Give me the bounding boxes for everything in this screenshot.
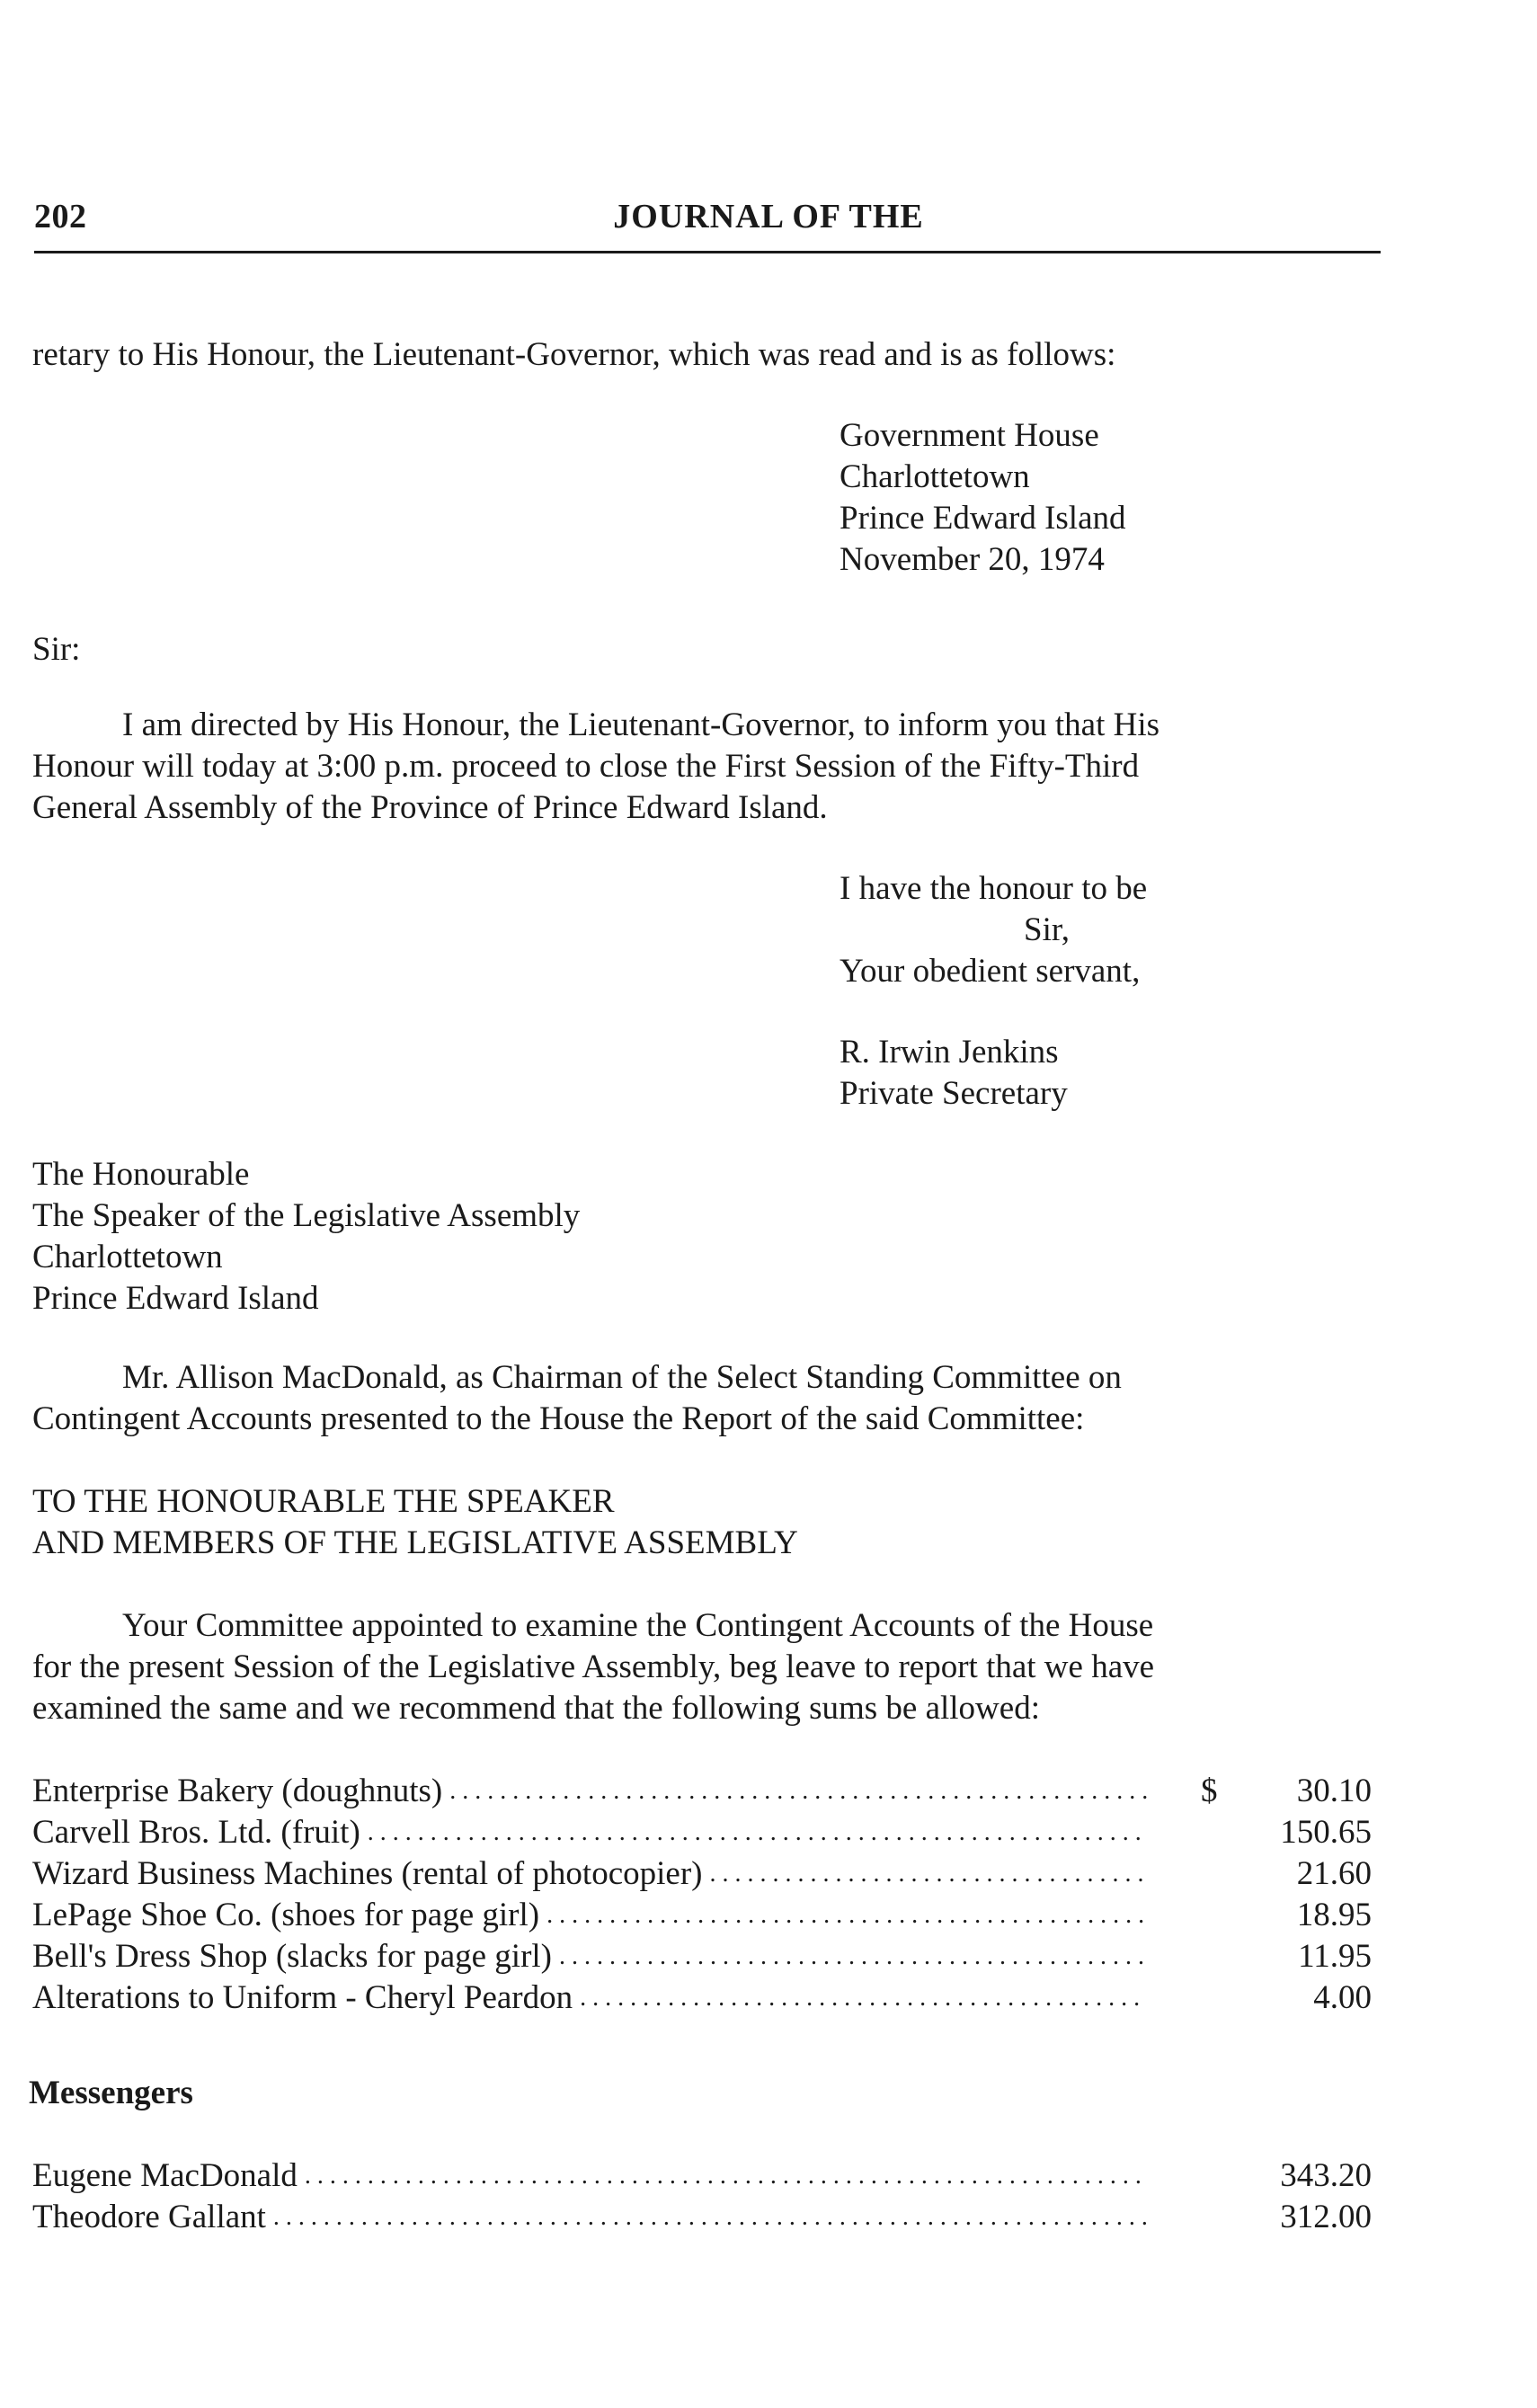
letter-date: November 20, 1974: [840, 541, 1105, 578]
header-rule: [34, 251, 1381, 253]
currency-symbol: $: [1201, 1773, 1218, 1809]
recipient-line: The Speaker of the Legislative Assembly: [32, 1197, 581, 1234]
address-line: Prince Edward Island: [840, 500, 1126, 537]
letter-body-line: General Assembly of the Province of Prince Edward Island.: [32, 789, 828, 826]
signatory-title: Private Secretary: [840, 1075, 1068, 1112]
account-label: Carvell Bros. Ltd. (fruit): [32, 1814, 360, 1851]
report-body-line: for the present Session of the Legislative Assembly, beg leave to report that we have: [32, 1648, 1155, 1685]
letter-closing: [840, 868, 1147, 992]
account-label: Bell's Dress Shop (slacks for page girl): [32, 1938, 552, 1975]
dot-leader: [442, 1771, 1147, 1812]
closing-line: I have the honour to be: [840, 870, 1148, 907]
account-amount: 4.00: [1313, 1979, 1372, 2016]
report-body-line: examined the same and we recommend that the following sums be allowed:: [32, 1690, 1040, 1727]
recipient-line: The Honourable: [32, 1156, 250, 1193]
signatory-name: R. Irwin Jenkins: [840, 1034, 1059, 1071]
account-amount: 11.95: [1298, 1938, 1372, 1975]
letter-body: [32, 705, 1381, 829]
messengers-heading: Messengers: [29, 2075, 193, 2111]
messenger-name: Eugene MacDonald: [32, 2157, 298, 2194]
messenger-amount: 343.20: [1280, 2157, 1372, 2194]
account-label: Wizard Business Machines (rental of photocopier): [32, 1855, 703, 1892]
sender-address: [840, 415, 1126, 581]
dot-leader: [539, 1895, 1147, 1936]
dot-leader: [266, 2197, 1147, 2238]
closing-line: Your obedient servant,: [840, 953, 1141, 990]
messenger-row: [32, 2197, 1381, 2238]
address-line: Government House: [840, 417, 1099, 454]
recipient-address: [32, 1154, 580, 1320]
account-row: [32, 1812, 1381, 1853]
messenger-name: Theodore Gallant: [32, 2199, 266, 2235]
recipient-line: Prince Edward Island: [32, 1280, 319, 1317]
letter-body-line: I am directed by His Honour, the Lieutenant-Governor, to inform you that His: [122, 706, 1160, 743]
committee-intro-line: Contingent Accounts presented to the House the Report of the said Committee:: [32, 1400, 1085, 1437]
account-row: [32, 1895, 1381, 1936]
account-amount: 21.60: [1296, 1855, 1372, 1892]
dot-leader: [360, 1812, 1147, 1853]
account-row: [32, 1853, 1381, 1895]
account-row: [32, 1977, 1381, 2019]
report-heading: [32, 1481, 798, 1564]
account-row: [32, 1771, 1381, 1812]
recipient-line: Charlottetown: [32, 1239, 223, 1275]
page-header-title: JOURNAL OF THE: [613, 198, 924, 235]
account-amount: 30.10: [1296, 1773, 1372, 1809]
report-body-line: Your Committee appointed to examine the Contingent Accounts of the House: [122, 1607, 1154, 1644]
account-amount: 18.95: [1296, 1897, 1372, 1933]
closing-line: Sir,: [1024, 911, 1070, 948]
page-number: 202: [34, 198, 87, 235]
accounts-list: [32, 1771, 1381, 2019]
dot-leader: [702, 1853, 1147, 1895]
account-amount: 150.65: [1280, 1814, 1372, 1851]
report-heading-line: AND MEMBERS OF THE LEGISLATIVE ASSEMBLY: [32, 1524, 798, 1561]
salutation: Sir:: [32, 631, 81, 668]
dot-leader: [298, 2155, 1147, 2197]
signature-block: [840, 1032, 1068, 1115]
account-label: Enterprise Bakery (doughnuts): [32, 1773, 443, 1809]
committee-intro-line: Mr. Allison MacDonald, as Chairman of the Select Standing Committee on: [122, 1359, 1122, 1396]
account-label: LePage Shoe Co. (shoes for page girl): [32, 1897, 540, 1933]
messengers-list: [32, 2155, 1381, 2238]
report-heading-line: TO THE HONOURABLE THE SPEAKER: [32, 1483, 615, 1520]
dot-leader: [552, 1936, 1147, 1977]
report-body: [32, 1605, 1381, 1729]
messenger-amount: 312.00: [1280, 2199, 1372, 2235]
account-row: [32, 1936, 1381, 1977]
address-line: Charlottetown: [840, 458, 1030, 495]
letter-body-line: Honour will today at 3:00 p.m. proceed to close the First Session of the Fifty-Third: [32, 748, 1140, 785]
account-label: Alterations to Uniform - Cheryl Peardon: [32, 1979, 573, 2016]
committee-intro: [32, 1357, 1381, 1440]
dot-leader: [573, 1977, 1147, 2019]
intro-line: retary to His Honour, the Lieutenant-Governor, which was read and is as follows:: [32, 336, 1116, 373]
messenger-row: [32, 2155, 1381, 2197]
